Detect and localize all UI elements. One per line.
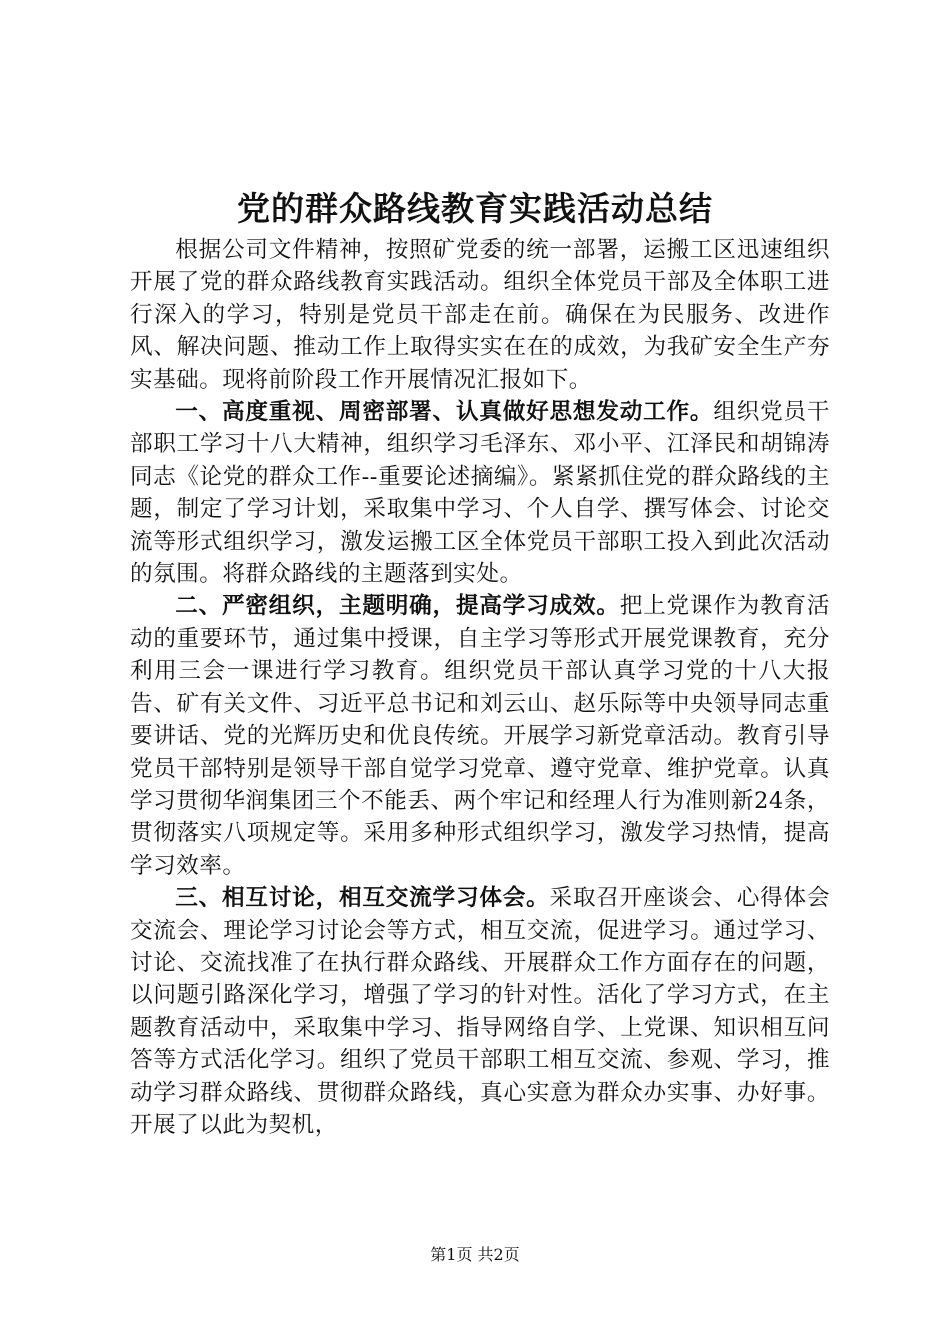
paragraph-intro — [130, 234, 830, 396]
page-footer: 第1页 共2页 — [430, 1245, 520, 1264]
paragraph-text: 根据公司文件精神，按照矿党委的统一部署，运搬工区迅速组织开展了党的群众路线教育实践活动。组织全体党员干部及全体职工进行深入的学习，特别是党员干部走在前。确保在为民服务、改进作风、解决问题、推动工作上取得实实在在的成效，为我矿安全生产夯实基础。现将前阶段工作开展情况汇报如下。 — [130, 237, 830, 393]
paragraph-text: 采取召开座谈会、心得体会交流会、理论学习讨论会等方式，相互交流，促进学习。通过学习、讨论、交流找准了在执行群众路线、开展群众工作方面存在的问题，以问题引路深化学习，增强了学习的针对性。活化了学习方式，在主题教育活动中，采取集中学习、指导网络自学、上党课、知识相互问答等方式活化学习。组织了党员干部职工相互交流、参观、学习，推动学习群众路线、贯彻群众路线，真心实意为群众办实事、办好事。开展了以此为契机， — [130, 885, 831, 1138]
paragraph-section-2 — [130, 590, 830, 882]
section-heading: 三、相互讨论，相互交流学习体会。 — [175, 885, 550, 912]
document-body — [130, 234, 830, 1141]
paragraph-section-3 — [130, 882, 830, 1141]
paragraph-text: 组织党员干部职工学习十八大精神，组织学习毛泽东、邓小平、江泽民和胡锦涛同志《论党的群众工作--重要论述摘编》。紧紧抓住党的群众路线的主题，制定了学习计划，采取集中学习、个人自学、撰写体会、讨论交流等形式组织学习，激发运搬工区全体党员干部职工投入到此次活动的氛围。将群众路线的主题落到实处。 — [130, 399, 831, 588]
section-heading: 一、高度重视、周密部署、认真做好思想发动工作。 — [175, 399, 714, 426]
paragraph-text: 把上党课作为教育活动的重要环节，通过集中授课，自主学习等形式开展党课教育，充分利用三会一课进行学习教育。组织党员干部认真学习党的十八大报告、矿有关文件、习近平总书记和刘云山、赵乐际等中央领导同志重要讲话、党的光辉历史和优良传统。开展学习新党章活动。教育引导党员干部特别是领导干部自觉学习党章、遵守党章、维护党章。认真学习贯彻华润集团三个不能丢、两个牢记和经理人行为准则新24条，贯彻落实八项规定等。采用多种形式组织学习，激发学习热情，提高学习效率。 — [130, 593, 831, 879]
document-title: 党的群众路线教育实践活动总结 — [237, 189, 713, 228]
paragraph-section-1 — [130, 396, 830, 590]
section-heading: 二、严密组织，主题明确，提高学习成效。 — [175, 593, 620, 620]
